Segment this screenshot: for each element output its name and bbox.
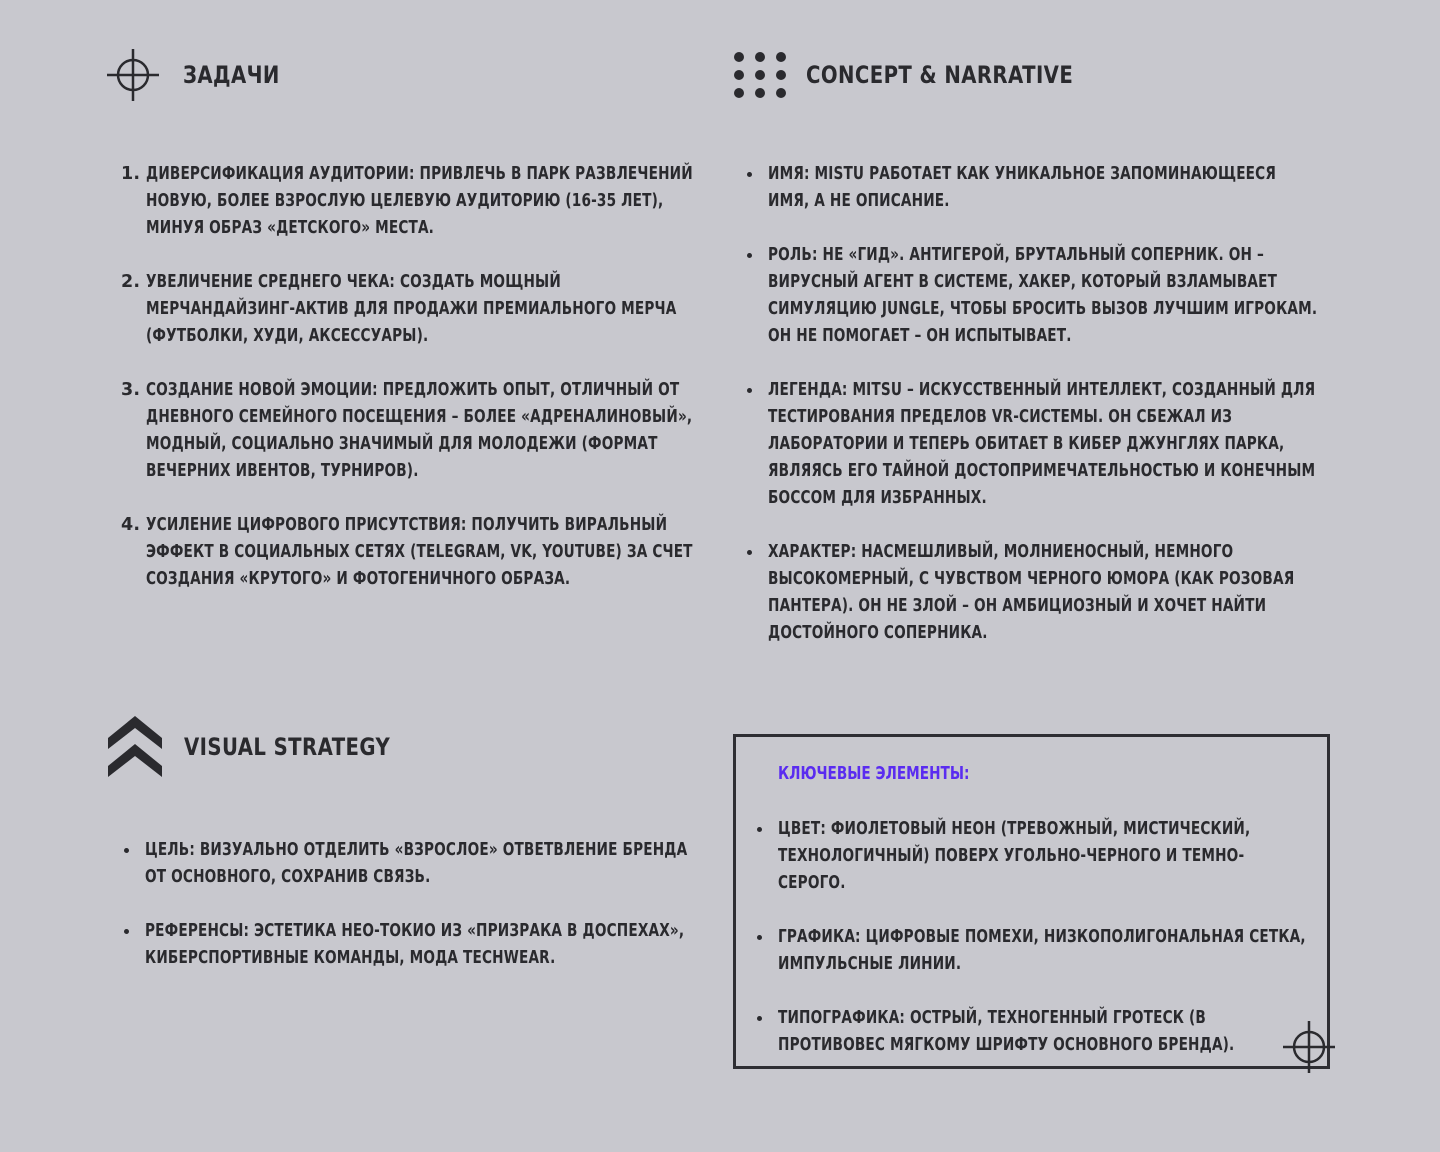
list-item xyxy=(121,512,703,593)
item-number: 3. xyxy=(121,380,141,400)
concept-title: CONCEPT & NARRATIVE xyxy=(806,61,1074,89)
list-item xyxy=(745,539,1323,647)
tasks-list xyxy=(121,161,703,593)
item-text: ХАРАКТЕР: НАСМЕШЛИВЫЙ, МОЛНИЕНОСНЫЙ, НЕМНОГО ВЫСОКОМЕРНЫЙ, С ЧУВСТВОМ ЧЕРНОГО ЮМОРА (КАК РОЗОВАЯ ПАНТЕРА). ОН НЕ ЗЛОЙ – ОН АМБИЦИОЗНЫЙ И ХОЧЕТ НАЙТИ ДОСТОЙНОГО СОПЕРНИКА. xyxy=(768,542,1295,643)
tasks-header xyxy=(107,49,301,101)
item-text: ГРАФИКА: ЦИФРОВЫЕ ПОМЕХИ, НИЗКОПОЛИГОНАЛЬНАЯ СЕТКА, ИМПУЛЬСНЫЕ ЛИНИИ. xyxy=(778,927,1306,974)
item-text: ИМЯ: MISTU РАБОТАЕТ КАК УНИКАЛЬНОЕ ЗАПОМИНАЮЩЕЕСЯ ИМЯ, А НЕ ОПИСАНИЕ. xyxy=(768,164,1277,211)
list-item xyxy=(755,924,1311,978)
item-number: 4. xyxy=(121,515,141,535)
dot-grid-icon xyxy=(731,50,789,100)
item-text: СОЗДАНИЕ НОВОЙ ЭМОЦИИ: ПРЕДЛОЖИТЬ ОПЫТ, ОТЛИЧНЫЙ ОТ ДНЕВНОГО СЕМЕЙНОГО ПОСЕЩЕНИЯ – БОЛЕЕ «АДРЕНАЛИНОВЫЙ», МОДНЫЙ, СОЦИАЛЬНО ЗНАЧИМЫЙ ДЛЯ МОЛОДЕЖИ (ФОРМАТ ВЕЧЕРНИХ ИВЕНТОВ, ТУРНИРОВ). xyxy=(146,380,693,481)
key-elements-title: КЛЮЧЕВЫЕ ЭЛЕМЕНТЫ: xyxy=(778,764,970,784)
list-item xyxy=(755,1005,1311,1059)
item-text: РОЛЬ: НЕ «ГИД». АНТИГЕРОЙ, БРУТАЛЬНЫЙ СОПЕРНИК. ОН – ВИРУСНЫЙ АГЕНТ В СИСТЕМЕ, ХАКЕР, КОТОРЫЙ ВЗЛАМЫВАЕТ СИМУЛЯЦИЮ JUNGLE, ЧТОБЫ БРОСИТЬ ВЫЗОВ ЛУЧШИМ ИГРОКАМ. ОН НЕ ПОМОГАЕТ – ОН ИСПЫТЫВАЕТ. xyxy=(768,245,1318,346)
visual-header xyxy=(108,716,435,778)
list-item xyxy=(745,242,1323,350)
crosshair-icon xyxy=(1283,1021,1335,1073)
visual-title: VISUAL STRATEGY xyxy=(184,733,391,761)
list-item xyxy=(121,377,703,485)
tasks-title: ЗАДАЧИ xyxy=(183,61,280,89)
item-text: РЕФЕРЕНСЫ: ЭСТЕТИКА НЕО-ТОКИО ИЗ «ПРИЗРАКА В ДОСПЕХАХ», КИБЕРСПОРТИВНЫЕ КОМАНДЫ, МОДА TECHWEAR. xyxy=(145,921,685,968)
concept-list xyxy=(745,161,1323,647)
key-elements-list xyxy=(755,816,1311,1059)
item-number: 1. xyxy=(121,164,141,184)
list-item xyxy=(121,269,703,350)
double-chevron-up-icon xyxy=(108,716,164,778)
list-item xyxy=(745,161,1323,215)
list-item xyxy=(121,161,703,242)
item-text: УВЕЛИЧЕНИЕ СРЕДНЕГО ЧЕКА: СОЗДАТЬ МОЩНЫЙ МЕРЧАНДАЙЗИНГ-АКТИВ ДЛЯ ПРОДАЖИ ПРЕМИАЛЬНОГО МЕРЧА (ФУТБОЛКИ, ХУДИ, АКСЕССУАРЫ). xyxy=(146,272,677,346)
list-item xyxy=(122,918,710,972)
item-text: ТИПОГРАФИКА: ОСТРЫЙ, ТЕХНОГЕННЫЙ ГРОТЕСК (В ПРОТИВОВЕС МЯГКОМУ ШРИФТУ ОСНОВНОГО БРЕНДА). xyxy=(778,1008,1235,1055)
list-item xyxy=(755,816,1311,897)
item-text: ЦЕЛЬ: ВИЗУАЛЬНО ОТДЕЛИТЬ «ВЗРОСЛОЕ» ОТВЕТВЛЕНИЕ БРЕНДА ОТ ОСНОВНОГО, СОХРАНИВ СВЯЗЬ. xyxy=(145,840,688,887)
item-text: ЦВЕТ: ФИОЛЕТОВЫЙ НЕОН (ТРЕВОЖНЫЙ, МИСТИЧЕСКИЙ, ТЕХНОЛОГИЧНЫЙ) ПОВЕРХ УГОЛЬНО-ЧЕРНОГО И ТЕМНО-СЕРОГО. xyxy=(778,819,1251,893)
concept-header xyxy=(731,50,1132,100)
item-text: ДИВЕРСИФИКАЦИЯ АУДИТОРИИ: ПРИВЛЕЧЬ В ПАРК РАЗВЛЕЧЕНИЙ НОВУЮ, БОЛЕЕ ВЗРОСЛУЮ ЦЕЛЕВУЮ АУДИТОРИЮ (16-35 ЛЕТ), МИНУЯ ОБРАЗ «ДЕТСКОГО» МЕСТА. xyxy=(146,164,693,238)
item-number: 2. xyxy=(121,272,141,292)
item-text: УСИЛЕНИЕ ЦИФРОВОГО ПРИСУТСТВИЯ: ПОЛУЧИТЬ ВИРАЛЬНЫЙ ЭФФЕКТ В СОЦИАЛЬНЫХ СЕТЯХ (TELEGRAM, VK, YOUTUBE) ЗА СЧЕТ СОЗДАНИЯ «КРУТОГО» И ФОТОГЕНИЧНОГО ОБРАЗА. xyxy=(146,515,693,589)
crosshair-icon xyxy=(107,49,159,101)
list-item xyxy=(122,837,710,891)
list-item xyxy=(745,377,1323,512)
visual-list xyxy=(122,837,710,972)
item-text: ЛЕГЕНДА: MITSU – ИСКУССТВЕННЫЙ ИНТЕЛЛЕКТ, СОЗДАННЫЙ ДЛЯ ТЕСТИРОВАНИЯ ПРЕДЕЛОВ VR-СИСТЕМЫ. ОН СБЕЖАЛ ИЗ ЛАБОРАТОРИИ И ТЕПЕРЬ ОБИТАЕТ В КИБЕР ДЖУНГЛЯХ ПАРКА, ЯВЛЯЯСЬ ЕГО ТАЙНОЙ ДОСТОПРИМЕЧАТЕЛЬНОСТЬЮ И КОНЕЧНЫМ БОССОМ ДЛЯ ИЗБРАННЫХ. xyxy=(768,380,1316,508)
